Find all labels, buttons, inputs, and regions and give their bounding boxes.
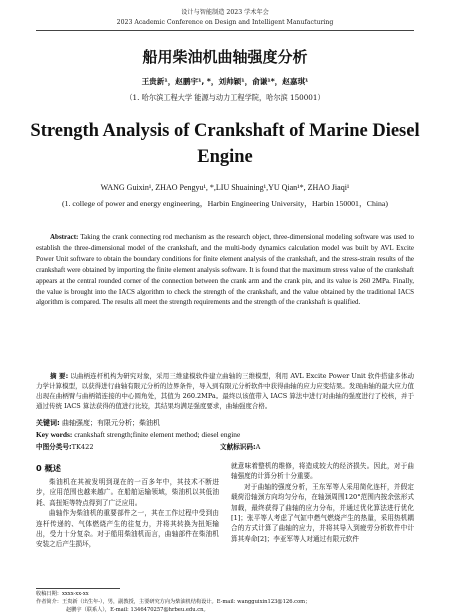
section-heading: 0 概述: [36, 463, 61, 473]
clc-number: [36, 441, 94, 451]
keywords-cn: [36, 418, 414, 428]
doc-label: 文献标识码:: [220, 443, 256, 451]
keywords-en-label: Key words:: [36, 430, 73, 439]
authors-en: WANG Guixin¹, ZHAO Pengyu¹, *,LIU Shuaining¹,YU Qian¹*, ZHAO Jiaqi¹: [100, 183, 350, 192]
body-paragraph: 就意味着整机的维修，将造成较大的经济损失。因此，对于曲轴强度的计算分析十分重要。: [231, 462, 414, 481]
footnotes: [36, 590, 414, 614]
abstract-en-text: Taking the crank connecting rod mechanism as the research object, three-dimensional modeling software was used to establish the three-dimensional model of the crankshaft, and the multi-body dynamics calculation model was built by AVL Excite Power Unit software to obtain the boundary conditions for finite element analysis of the crankshaft, and the stress-strain results of the crankshaft were obtained by importing the finite element analysis software. It is found that the maximum stress value of the crankshaft appears at the central rounded corner of the connection between the crank arm and the crank pin, and its value is 260 2MPa. Finally, the value is brought into the IACS algorithm to check the strength of the crankshaft, and the value obtained by the traditional IACS algorithm is compared. The results all meet the strength requirements and the strength of the crankshaft is qualified.: [36, 233, 415, 307]
keywords-en-text: crankshaft strength;finite element method; diesel engine: [74, 430, 241, 439]
authors-cn: 王贵新¹，赵鹏宇¹, *，刘帅颖¹，俞谦¹*，赵嘉琪¹: [141, 77, 309, 86]
paper-title-en: Strength Analysis of Crankshaft of Marine Diesel Engine: [30, 121, 420, 167]
body-paragraph: 曲轴作为柴油机的重要部件之一，其在工作过程中受到由连杆传递的、气体燃烧产生的往复力，并将其转换为扭矩输出，受力十分复杂。对于船用柴油机而言，曲轴部件在柴油机安装之后产生损坏，: [36, 509, 219, 549]
author-info: 作者简介：王贵新（出生年-），男，副教授，主要研究方向为柴油机结构设计。E-mail: wangguixin123@126.com；: [36, 599, 311, 605]
body-column-left: [36, 477, 219, 550]
abstract-cn-label: 摘 要:: [50, 372, 69, 380]
affiliation-en: (1. college of power and energy engineering，Harbin Engineering University，Harbin 150001，China): [62, 199, 388, 208]
body-paragraph: 柴油机在其被发明到现在的一百多年中，其技术不断进步，应用范围也越来越广。在船舶运输领域，柴油机以其低油耗、高扭矩等特点得到了广泛应用。: [36, 478, 219, 507]
keywords-cn-label: 关键词:: [36, 419, 60, 427]
contact-info: 赵鹏宇（联系人），E-mail: 1346470257@hrbeu.edu.cn。: [66, 607, 209, 613]
abstract-cn-text: 以曲柄连杆机构为研究对象，采用三维建模软件建立曲轴的三维模型，利用 AVL Excite Power Unit 软件搭建多体动力学计算模型，以获得进行曲轴有限元分析的边界条件，导入到有限元分析软件中获得曲轴的应力应变结果。发现曲轴的最大应力值出现在曲柄臂与曲柄销连接的中心圆角处，其值为 260.2MPa。最终以该值带入 IACS 算法中进行对曲轴的强度进行了校核，并于通过传统 IACS 算法获得的值进行比较，其结果均满足强度要求，曲轴强度合格。: [36, 372, 414, 410]
body-paragraph: 对于曲轴的强度分析，王东军等人采用简化连杆，并假定载荷沿轴颈方向均匀分布，在轴颈周围120°范围内按余弦形式加载，最终获得了曲轴的应力分布，并通过优化算法进行优化[1]；张平等人考虑了气缸中燃气燃烧产生的热量，采用热机耦合的方式计算了曲轴的应力，并将其导入到疲劳分析软件中计算其寿命[2]；李亚军等人对通过有限元软件: [231, 482, 414, 543]
running-head-en: 2023 Academic Conference on Design and Intelligent Manufacturing: [116, 19, 334, 26]
doc-value: A: [255, 443, 261, 451]
abstract-cn: [36, 371, 414, 411]
doc-code: [220, 441, 260, 451]
clc-value: TK422: [71, 443, 94, 451]
running-head-cn: 设计与智能制造 2023 学术年会: [181, 9, 269, 16]
received-date: 收稿日期：xxxx-xx-xx: [36, 591, 89, 597]
abstract-en-label: Abstract:: [50, 233, 79, 241]
keywords-en: [36, 430, 414, 439]
keywords-cn-text: 曲轴强度；有限元分析；柴油机: [62, 419, 161, 427]
clc-label: 中图分类号:: [36, 443, 72, 451]
abstract-en: [36, 232, 414, 308]
header-rule: [36, 30, 414, 31]
footnote-rule: [36, 588, 120, 589]
affiliation-cn: （1. 哈尔滨工程大学 能源与动力工程学院，哈尔滨 150001）: [125, 93, 325, 102]
body-column-right: [231, 461, 414, 544]
paper-title-cn: 船用柴油机曲轴强度分析: [142, 48, 308, 66]
